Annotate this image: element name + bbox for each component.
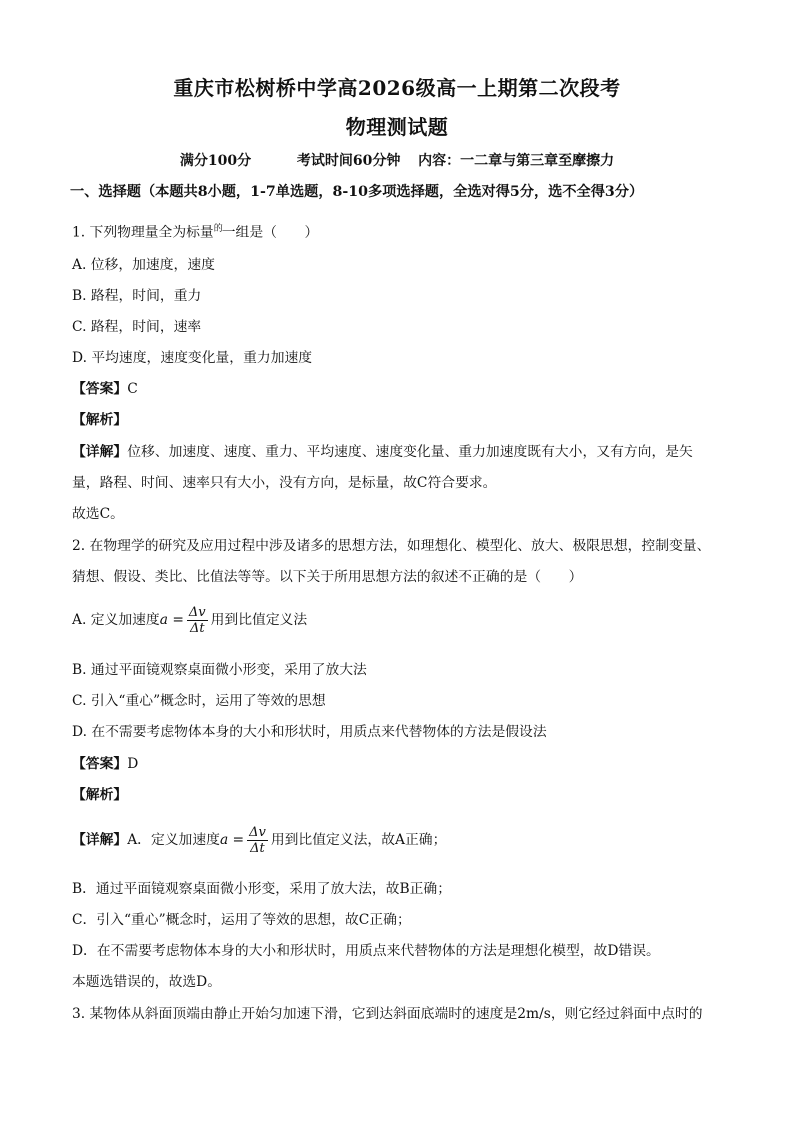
q2-option-d: D. 在不需要考虑物体本身的大小和形状时，用质点来代替物体的方法是假设法: [72, 724, 547, 740]
q1-conclusion: 故选C。: [72, 506, 124, 522]
fraction-dv-dt-detail: $\frac{\Delta v}{\Delta t}$: [249, 825, 266, 856]
q1-option-c: C. 路程，时间，速率: [72, 319, 202, 335]
q2-option-b: B. 通过平面镜观察桌面微小形变，采用了放大法: [72, 662, 367, 678]
q3-stem-line1: 3. 某物体从斜面顶端由静止开始匀加速下滑，它到达斜面底端时的速度是2m/s，则它经过斜面中点时的: [72, 1006, 703, 1022]
q1-analysis-label: 【解析】: [72, 412, 128, 428]
q2-option-a: A. 定义加速度a = $\frac{\Delta v}{\Delta t}$ 用到比值定义法: [72, 605, 308, 636]
exam-meta: [0, 150, 794, 170]
fraction-dv-dt: $\frac{\Delta v}{\Delta t}$: [188, 605, 206, 636]
q2-detail-a: 【详解】A．定义加速度a = $\frac{\Delta v}{\Delta t}$ 用到比值定义法，故A正确；: [72, 825, 447, 856]
exam-time: 考试时间60分钟: [296, 153, 401, 169]
q1-detail-line1: 【详解】位移、加速度、速度、重力、平均速度、速度变化量、重力加速度既有大小，又有方向，是矢: [72, 444, 693, 460]
exam-subtitle: 物理测试题: [345, 115, 449, 139]
q2-detail-c: C．引入“重心”概念时，运用了等效的思想，故C正确；: [72, 912, 411, 928]
q1-detail-line2: 量，路程、时间、速率只有大小，没有方向，是标量，故C符合要求。: [72, 475, 497, 491]
q1-answer: 【答案】C: [72, 381, 138, 397]
q2-analysis-label: 【解析】: [72, 787, 128, 803]
section-heading: 一、选择题（本题共8小题，1-7单选题，8-10多项选择题，全选对得5分，选不全得3分）: [70, 184, 644, 200]
q2-stem-line2: 猜想、假设、类比、比值法等等。以下关于所用思想方法的叙述不正确的是（ ）: [72, 569, 583, 585]
exam-content-scope: 内容：一二章与第三章至摩擦力: [418, 153, 615, 169]
q2-option-c: C. 引入“重心”概念时，运用了等效的思想: [72, 693, 326, 709]
total-score: 满分100分: [179, 153, 252, 169]
q1-option-d: D. 平均速度，速度变化量，重力加速度: [72, 350, 313, 366]
q1-option-a: A. 位移，加速度，速度: [72, 257, 215, 273]
q2-detail-b: B．通过平面镜观察桌面微小形变，采用了放大法，故B正确；: [72, 881, 451, 897]
q1-stem: 1. 下列物理量全为标量$^的$一组是（ ）: [72, 224, 319, 241]
q2-answer: 【答案】D: [72, 756, 139, 772]
exam-title: 重庆市松树桥中学高2026级高一上期第二次段考: [173, 76, 621, 100]
q2-conclusion: 本题选错误的，故选D。: [72, 974, 222, 990]
q2-detail-d: D．在不需要考虑物体本身的大小和形状时，用质点来代替物体的方法是理想化模型，故D错误。: [72, 943, 660, 959]
q2-stem-line1: 2. 在物理学的研究及应用过程中涉及诸多的思想方法，如理想化、模型化、放大、极限思想，控制变量、: [72, 538, 711, 554]
q1-option-b: B. 路程，时间，重力: [72, 288, 202, 304]
